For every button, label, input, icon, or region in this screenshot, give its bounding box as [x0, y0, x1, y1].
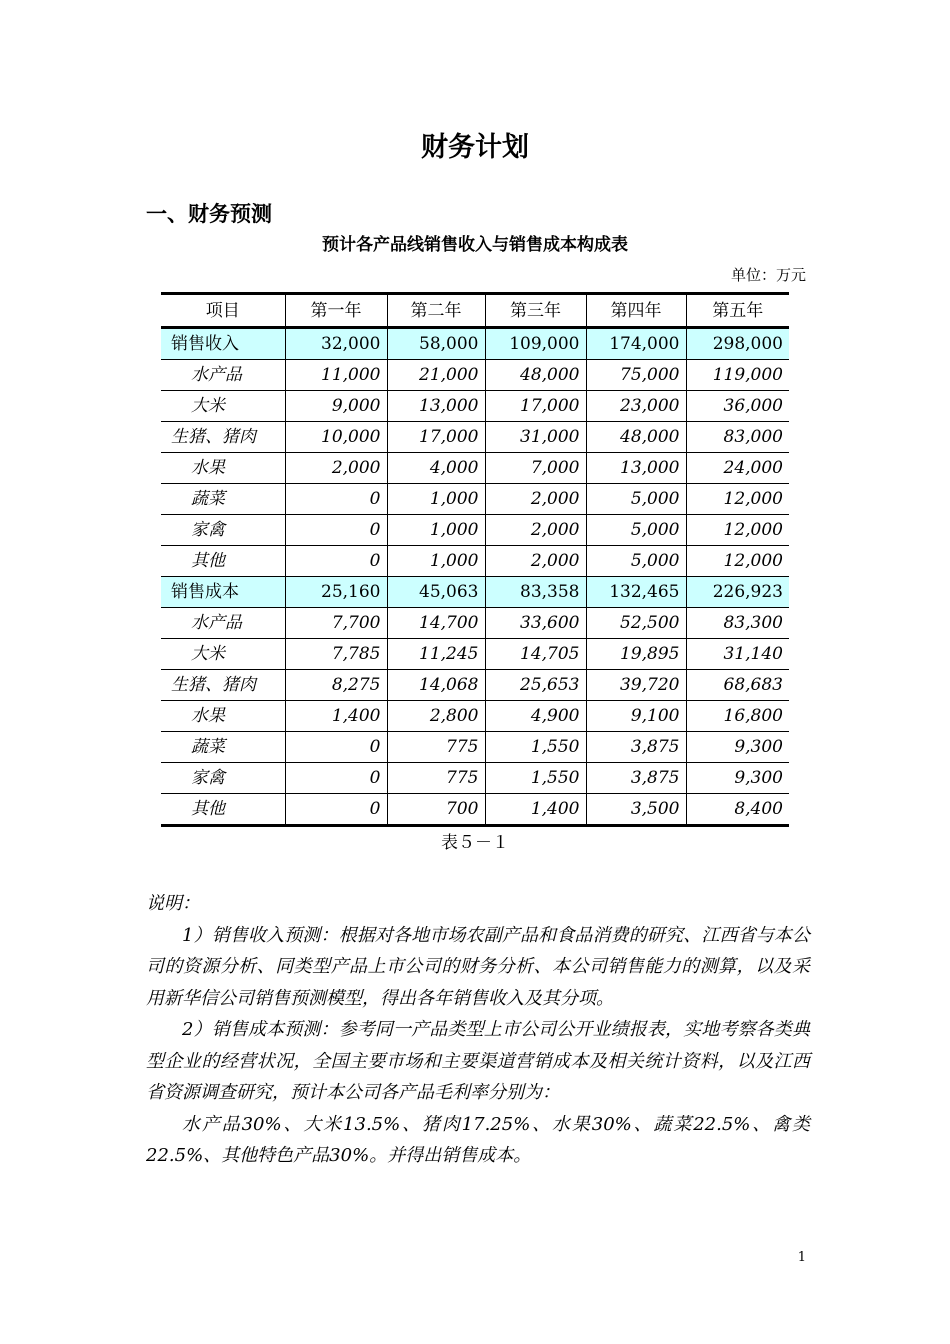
cell-value: 8,275: [285, 670, 387, 701]
cell-value: 52,500: [586, 608, 686, 639]
row-label: 生猪、猪肉: [161, 422, 285, 453]
cell-value: 45,063: [387, 577, 485, 608]
cell-value: 12,000: [686, 484, 789, 515]
row-label: 其他: [161, 794, 285, 826]
cell-value: 132,465: [586, 577, 686, 608]
cell-value: 13,000: [387, 391, 485, 422]
row-label: 大米: [161, 391, 285, 422]
cell-value: 17,000: [387, 422, 485, 453]
cell-value: 11,000: [285, 360, 387, 391]
cell-value: 9,000: [285, 391, 387, 422]
cell-value: 8,400: [686, 794, 789, 826]
cell-value: 7,785: [285, 639, 387, 670]
row-label: 生猪、猪肉: [161, 670, 285, 701]
note-paragraph-1: 1）销售收入预测：根据对各地市场农副产品和食品消费的研究、江西省与本公司的资源分析、同类型产品上市公司的财务分析、本公司销售能力的测算，以及采用新华信公司销售预测模型，得出各年销售收入及其分项。: [146, 924, 810, 1009]
header-year5: 第五年: [686, 294, 789, 328]
note-paragraph-2: 2）销售成本预测：参考同一产品类型上市公司公开业绩报表，实地考察各类典型企业的经营状况，全国主要市场和主要渠道营销成本及相关统计资料，以及江西省资源调查研究，预计本公司各产品毛利率分别为：: [146, 1019, 810, 1103]
row-label: 水产品: [161, 360, 285, 391]
row-label: 其他: [161, 546, 285, 577]
cell-value: 109,000: [485, 328, 586, 360]
table-row: [161, 732, 789, 763]
table-row: [161, 608, 789, 639]
financial-table: [161, 292, 789, 827]
table-row: [161, 391, 789, 422]
cell-value: 2,000: [485, 515, 586, 546]
page-number: 1: [797, 1250, 806, 1265]
cell-value: 4,900: [485, 701, 586, 732]
cell-value: 11,245: [387, 639, 485, 670]
cell-value: 1,400: [485, 794, 586, 826]
table-row: [161, 794, 789, 826]
header-year3: 第三年: [485, 294, 586, 328]
cell-value: 2,000: [485, 484, 586, 515]
row-label: 大米: [161, 639, 285, 670]
row-label: 蔬菜: [161, 732, 285, 763]
cell-value: 1,000: [387, 546, 485, 577]
row-label: 水产品: [161, 608, 285, 639]
cell-value: 32,000: [285, 328, 387, 360]
notes-section: [146, 888, 810, 1172]
cell-value: 119,000: [686, 360, 789, 391]
cell-value: 19,895: [586, 639, 686, 670]
cell-value: 2,800: [387, 701, 485, 732]
cell-value: 298,000: [686, 328, 789, 360]
cell-value: 33,600: [485, 608, 586, 639]
table-row: [161, 422, 789, 453]
cell-value: 775: [387, 763, 485, 794]
row-label: 水果: [161, 701, 285, 732]
row-label: 销售成本: [161, 577, 285, 608]
table-title: 预计各产品线销售收入与销售成本构成表: [322, 235, 628, 255]
unit-label: 单位：万元: [730, 266, 806, 284]
row-label: 蔬菜: [161, 484, 285, 515]
table-row: [161, 453, 789, 484]
cell-value: 1,550: [485, 732, 586, 763]
cell-value: 1,000: [387, 515, 485, 546]
cell-value: 39,720: [586, 670, 686, 701]
row-label: 家禽: [161, 763, 285, 794]
cell-value: 10,000: [285, 422, 387, 453]
table-row: [161, 670, 789, 701]
section-heading: 一、财务预测: [146, 201, 272, 226]
cell-value: 1,400: [285, 701, 387, 732]
cell-value: 0: [285, 763, 387, 794]
cell-value: 700: [387, 794, 485, 826]
row-label: 销售收入: [161, 328, 285, 360]
cell-value: 2,000: [285, 453, 387, 484]
cell-value: 9,100: [586, 701, 686, 732]
cell-value: 5,000: [586, 484, 686, 515]
header-year1: 第一年: [285, 294, 387, 328]
cell-value: 14,700: [387, 608, 485, 639]
table-row: [161, 639, 789, 670]
page-title: 财务计划: [421, 132, 529, 163]
cell-value: 83,300: [686, 608, 789, 639]
cell-value: 0: [285, 515, 387, 546]
cell-value: 0: [285, 484, 387, 515]
cell-value: 14,068: [387, 670, 485, 701]
cell-value: 775: [387, 732, 485, 763]
table-row: [161, 515, 789, 546]
cell-value: 24,000: [686, 453, 789, 484]
cell-value: 9,300: [686, 763, 789, 794]
table-header-row: [161, 294, 789, 328]
cell-value: 68,683: [686, 670, 789, 701]
header-year2: 第二年: [387, 294, 485, 328]
table-row: [161, 360, 789, 391]
cell-value: 5,000: [586, 515, 686, 546]
cell-value: 0: [285, 794, 387, 826]
cell-value: 0: [285, 732, 387, 763]
cell-value: 1,550: [485, 763, 586, 794]
cell-value: 3,500: [586, 794, 686, 826]
cell-value: 25,160: [285, 577, 387, 608]
cell-value: 174,000: [586, 328, 686, 360]
cell-value: 4,000: [387, 453, 485, 484]
note-paragraph-3: 水产品30%、大米13.5%、猪肉17.25%、水果30%、蔬菜22.5%、禽类22.5%、其他特色产品30%。并得出销售成本。: [146, 1113, 810, 1166]
table-row: [161, 484, 789, 515]
cell-value: 48,000: [485, 360, 586, 391]
cell-value: 3,875: [586, 732, 686, 763]
cell-value: 14,705: [485, 639, 586, 670]
cell-value: 226,923: [686, 577, 789, 608]
cell-value: 48,000: [586, 422, 686, 453]
cell-value: 31,140: [686, 639, 789, 670]
cell-value: 75,000: [586, 360, 686, 391]
row-label: 水果: [161, 453, 285, 484]
cell-value: 7,700: [285, 608, 387, 639]
cell-value: 13,000: [586, 453, 686, 484]
header-year4: 第四年: [586, 294, 686, 328]
notes-heading: 说明：: [146, 893, 200, 914]
cell-value: 21,000: [387, 360, 485, 391]
cell-value: 1,000: [387, 484, 485, 515]
table-row: [161, 546, 789, 577]
table-row-revenue-total: [161, 328, 789, 360]
cell-value: 23,000: [586, 391, 686, 422]
cell-value: 5,000: [586, 546, 686, 577]
header-item: 项目: [161, 294, 285, 328]
table-caption: 表５－１: [441, 833, 509, 853]
table-row: [161, 763, 789, 794]
cell-value: 25,653: [485, 670, 586, 701]
cell-value: 9,300: [686, 732, 789, 763]
cell-value: 12,000: [686, 515, 789, 546]
cell-value: 83,000: [686, 422, 789, 453]
cell-value: 17,000: [485, 391, 586, 422]
cell-value: 3,875: [586, 763, 686, 794]
cell-value: 83,358: [485, 577, 586, 608]
cell-value: 58,000: [387, 328, 485, 360]
cell-value: 16,800: [686, 701, 789, 732]
cell-value: 7,000: [485, 453, 586, 484]
cell-value: 12,000: [686, 546, 789, 577]
cell-value: 36,000: [686, 391, 789, 422]
cell-value: 2,000: [485, 546, 586, 577]
table-row: [161, 701, 789, 732]
cell-value: 31,000: [485, 422, 586, 453]
table-row-cost-total: [161, 577, 789, 608]
row-label: 家禽: [161, 515, 285, 546]
cell-value: 0: [285, 546, 387, 577]
